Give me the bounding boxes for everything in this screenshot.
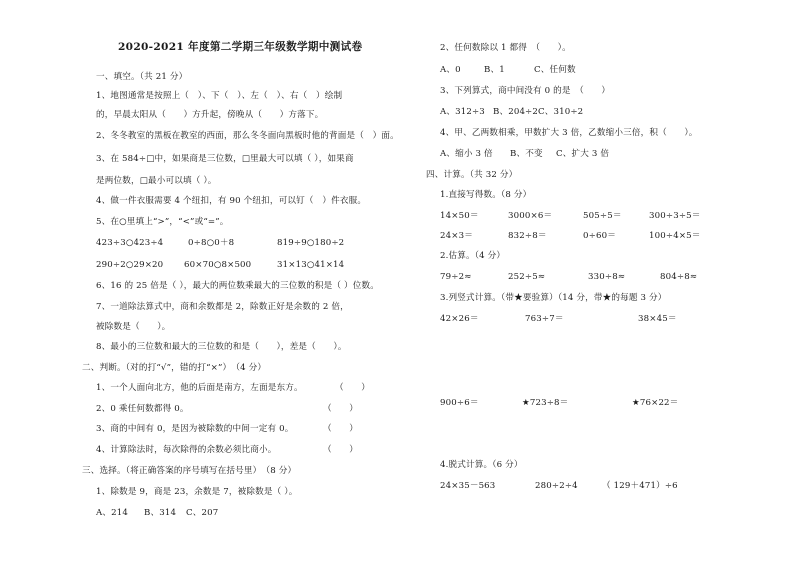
right-column — [420, 0, 794, 562]
estimate-item: 252÷5≈ — [508, 272, 546, 282]
choice-option: A、0 — [440, 65, 461, 75]
choice-option: C、310÷2 — [538, 107, 584, 117]
fill-q2: 2、冬冬教室的黑板在教室的西面，那么冬冬面向黑板时他的背面是（ ）面。 — [96, 131, 399, 141]
fill-q1-line1: 1、地图通常是按照上（ ）、下（ ）、左（ ）、右（ ）绘制 — [96, 91, 343, 101]
estimate-item: 330÷8≈ — [588, 272, 626, 282]
calc-item: 300÷3÷5＝ — [649, 211, 701, 221]
judge-item: 4、计算除法时，每次除得的余数必须比商小。 — [96, 445, 277, 455]
page-title: 2020-2021 年度第二学期三年级数学期中测试卷 — [118, 41, 363, 53]
choice-q1: 1、除数是 9，商是 23，余数是 7，被除数是（ ）。 — [96, 487, 298, 497]
judge-item: 2、0 乘任何数都得 0。 — [96, 404, 189, 414]
calc-item: 0÷60＝ — [583, 231, 616, 241]
fill-q4: 4、做一件衣服需要 4 个纽扣，有 90 个纽扣，可以钉（ ）件衣服。 — [96, 196, 367, 206]
choice-option: C、任何数 — [534, 65, 576, 75]
fill-q1-line2: 的，早晨太阳从（ ）方升起，傍晚从（ ）方落下。 — [96, 110, 324, 120]
vertical-calc-item: 900÷6＝ — [440, 398, 479, 408]
calc-item: 505÷5＝ — [583, 211, 622, 221]
choice-option: C、207 — [186, 508, 219, 518]
fill-q7-line1: 7、一道除法算式中，商和余数都是 2，除数正好是余数的 2 倍， — [96, 302, 349, 312]
calc-part2-heading: 2.估算。（4 分） — [440, 251, 506, 261]
section-2-heading: 二、判断。（对的打“√”，错的打“×”） （4 分） — [82, 363, 267, 373]
calc-item: 832÷8＝ — [508, 231, 547, 241]
choice-option: A、缩小 3 倍 — [440, 149, 493, 159]
estimate-item: 79÷2≈ — [440, 272, 472, 282]
choice-option: B、不变 — [510, 149, 543, 159]
compare-item: 60×70○8×500 — [184, 260, 252, 270]
compare-item: 290÷2○29×20 — [96, 260, 164, 270]
judge-item: 1、一个人面向北方，他的后面是南方，左面是东方。 — [96, 383, 303, 393]
calc-item: 3000×6＝ — [508, 211, 553, 221]
judge-answer-box[interactable]: （ ） — [323, 424, 358, 434]
judge-answer-box[interactable]: （ ） — [335, 383, 370, 393]
compare-item: 0÷8○0＋8 — [188, 238, 235, 248]
choice-option: A、312÷3 — [440, 107, 485, 117]
choice-option: B、1 — [484, 65, 505, 75]
choice-option: A、214 — [96, 508, 128, 518]
judge-answer-box[interactable]: （ ） — [323, 445, 358, 455]
fill-q3-line1: 3、在 584÷□中，如果商是三位数，□里最大可以填（ ），如果商 — [96, 154, 354, 164]
compare-item: 819÷9○180÷2 — [277, 238, 345, 248]
judge-item: 3、商的中间有 0，是因为被除数的中间一定有 0。 — [96, 424, 294, 434]
calc-item: 24×3＝ — [440, 231, 473, 241]
compare-item: 423÷3○423÷4 — [96, 238, 164, 248]
choice-q4: 4、甲、乙两数相乘，甲数扩大 3 倍，乙数缩小三倍，积（ ）。 — [440, 128, 698, 138]
vertical-calc-item: 38×45＝ — [638, 314, 677, 324]
judge-answer-box[interactable]: （ ） — [323, 404, 358, 414]
compare-item: 31×13○41×14 — [277, 260, 345, 270]
calc-part1-heading: 1.直接写得数。（8 分） — [440, 190, 532, 200]
fill-q7-line2: 被除数是（ ）。 — [96, 322, 171, 332]
fill-q8: 8、最小的三位数和最大的三位数的和是（ ），差是（ ）。 — [96, 342, 347, 352]
choice-option: C、扩大 3 倍 — [556, 149, 610, 159]
calc-item: 100÷4×5＝ — [649, 231, 701, 241]
stepwise-calc-item: 24×35－563 — [440, 481, 496, 491]
fill-q3-line2: 是两位数，□最小可以填（ ）。 — [96, 176, 217, 186]
choice-q2: 2、任何数除以 1 都得 （ ）。 — [440, 43, 571, 53]
section-1-heading: 一、填空。（共 21 分） — [96, 72, 188, 82]
vertical-calc-item: 763÷7＝ — [525, 314, 564, 324]
stepwise-calc-item: 280÷2÷4 — [535, 481, 578, 491]
estimate-item: 804÷8≈ — [660, 272, 698, 282]
choice-q3: 3、下列算式，商中间没有 0 的是 （ ） — [440, 86, 611, 96]
calc-part4-heading: 4.脱式计算。（6 分） — [440, 460, 523, 470]
section-4-heading: 四、计算。（共 32 分） — [426, 170, 518, 180]
choice-option: B、314 — [144, 508, 177, 518]
stepwise-calc-item: （ 129＋471）÷6 — [602, 481, 678, 491]
vertical-calc-item: ★723÷8＝ — [522, 398, 569, 408]
vertical-calc-item: 42×26＝ — [440, 314, 479, 324]
calc-part3-heading: 3.列竖式计算。（带★要验算）（14 分，带★的每题 3 分） — [440, 293, 667, 303]
fill-q6: 6、16 的 25 倍是（ ），最大的两位数乘最大的三位数的积是（ ）位数。 — [96, 281, 380, 291]
fill-q5-instruction: 5、在○里填上“>”，“<”或“=”。 — [96, 217, 229, 227]
choice-option: B、204÷2 — [493, 107, 539, 117]
calc-item: 14×50＝ — [440, 211, 479, 221]
vertical-calc-item: ★76×22＝ — [632, 398, 679, 408]
section-3-heading: 三、选择。（将正确答案的序号填写在括号里） （8 分） — [82, 466, 297, 476]
